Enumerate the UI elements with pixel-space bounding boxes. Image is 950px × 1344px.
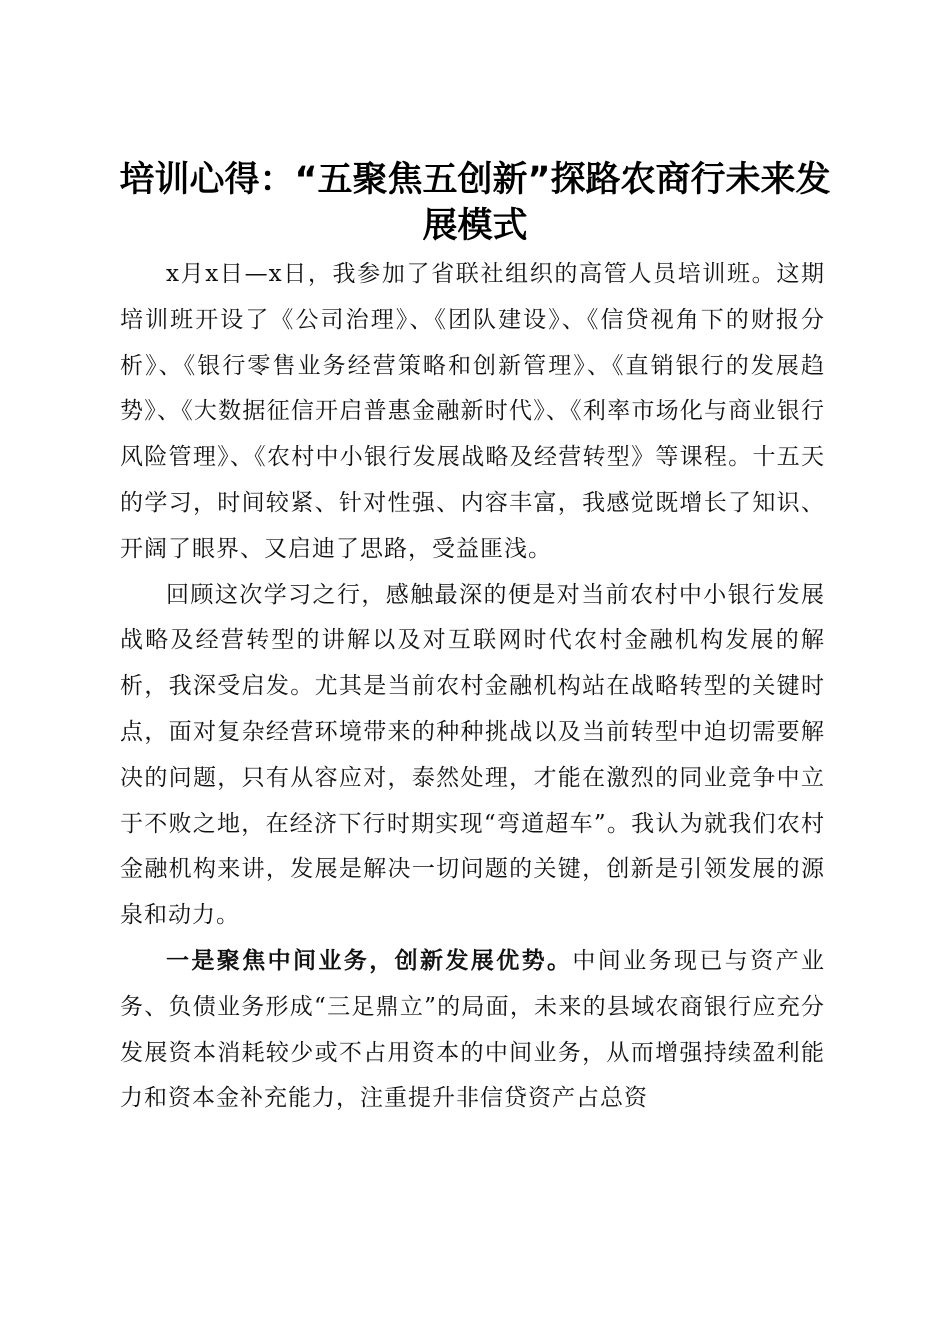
document-title: 培训心得：“五聚焦五创新”探路农商行未来发展模式	[119, 160, 831, 247]
paragraph-3	[120, 939, 825, 1122]
document-body	[120, 252, 825, 1122]
paragraph-text: x月x日—x日，我参加了省联社组织的高管人员培训班。这期培训班开设了《公司治理》、《团队建设》、《信贷视角下的财报分析》、《银行零售业务经营策略和创新管理》、《直销银行的发展趋势》、《大数据征信开启普惠金融新时代》、《利率市场化与商业银行风险管理》、《农村中小银行发展战略及经营转型》等课程。十五天的学习，时间较紧、针对性强、内容丰富，我感觉既增长了知识、开阔了眼界、又启迪了思路，受益匪浅。	[120, 261, 825, 562]
paragraph-text: 中间业务现已与资产业务、负债业务形成“三足鼎立”的局面，未来的县域农商银行应充分发展资本消耗较少或不占用资本的中间业务，从而增强持续盈利能力和资本金补充能力，注重提升非信贷资产占总资	[120, 947, 826, 1112]
paragraph-lead-heading: 一是聚焦中间业务，创新发展优势。	[166, 947, 573, 974]
paragraph-2	[120, 573, 825, 939]
paragraph-text: 回顾这次学习之行，感触最深的便是对当前农村中小银行发展战略及经营转型的讲解以及对互联网时代农村金融机构发展的解析，我深受启发。尤其是当前农村金融机构站在战略转型的关键时点，面对复杂经营环境带来的种种挑战以及当前转型中迫切需要解决的问题，只有从容应对，泰然处理，才能在激烈的同业竞争中立于不败之地，在经济下行时期实现“弯道超车”。我认为就我们农村金融机构来讲，发展是解决一切问题的关键，创新是引领发展的源泉和动力。	[120, 581, 825, 929]
paragraph-1	[120, 252, 825, 573]
